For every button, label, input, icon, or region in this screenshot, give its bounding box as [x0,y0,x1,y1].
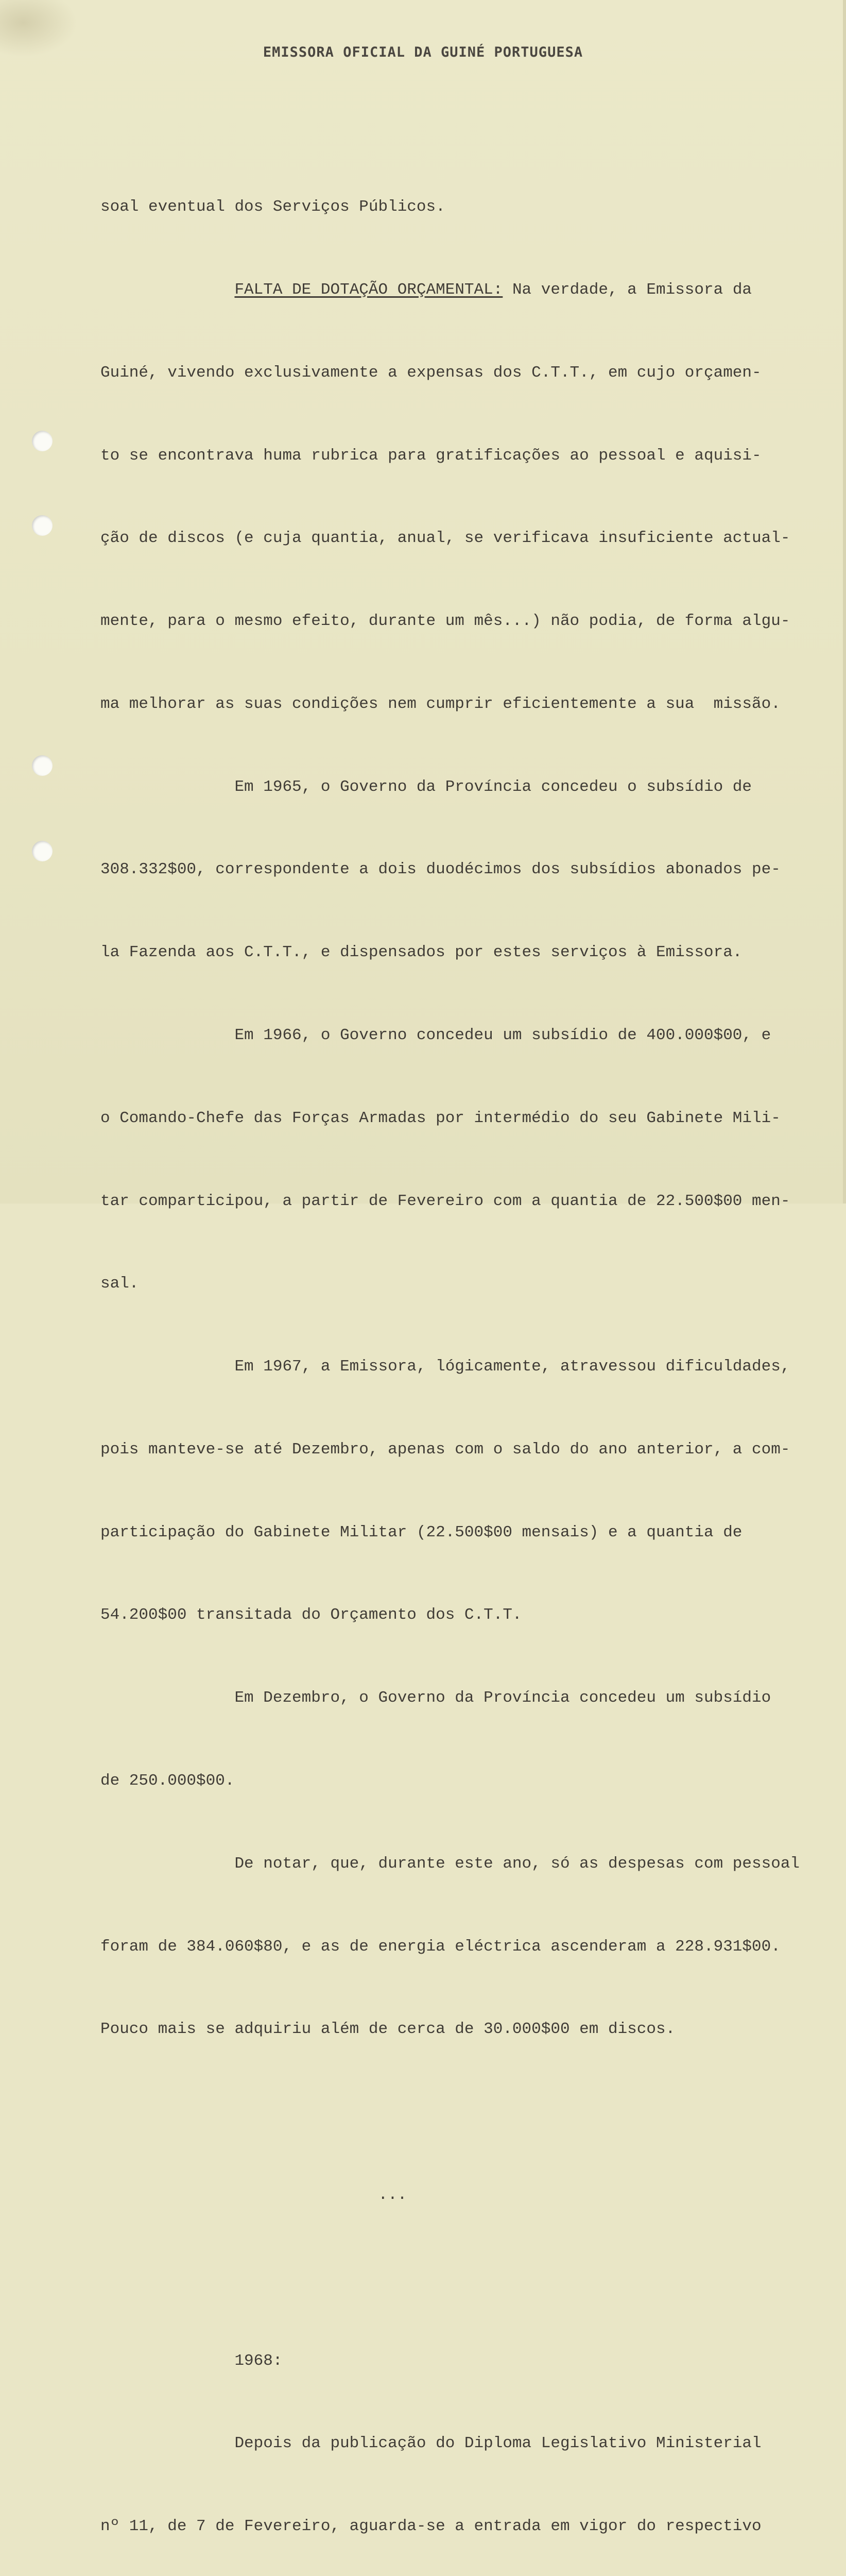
text-line: sal. [100,1275,139,1293]
text-line: participação do Gabinete Militar (22.500$00 mensais) e a quantia de [100,1523,743,1541]
text-line: o Comando-Chefe das Forças Armadas por intermédio do seu Gabinete Mili- [100,1109,781,1127]
text-line: 54.200$00 transitada do Orçamento dos C.T.T. [100,1606,522,1624]
text-line: la Fazenda aos C.T.T., e dispensados por estes serviços à Emissora. [100,943,743,962]
text-line: soal eventual dos Serviços Públicos. [100,198,445,216]
text-line: 308.332$00, correspondente a dois duodécimos dos subsídios abonados pe- [100,860,781,879]
separator-dots: ... [100,2185,407,2204]
text-line: Em 1965, o Governo da Província concedeu o subsídio de [100,777,752,796]
text-line: ma melhorar as suas condições nem cumprir eficientemente a sua missão. [100,694,781,713]
text-line: Pouco mais se adquiriu além de cerca de 30.000$00 em discos. [100,2020,676,2039]
text-line: De notar, que, durante este ano, só as despesas com pessoal [100,1854,800,1873]
text-line: nº 11, de 7 de Fevereiro, aguarda-se a entrada em vigor do respectivo [100,2517,762,2536]
blank-line [100,2264,842,2292]
text-line: mente, para o mesmo efeito, durante um mês...) não podia, de forma algu- [100,612,790,631]
text-line: pois manteve-se até Dezembro, apenas com o saldo do ano anterior, a com- [100,1440,790,1459]
punch-hole [32,431,53,451]
letterhead: EMISSORA OFICIAL DA GUINÉ PORTUGUESA [263,44,583,60]
text-line: Guiné, vivendo exclusivamente a expensas dos C.T.T., em cujo orçamen- [100,363,762,382]
text-line: Em 1967, a Emissora, lógicamente, atravessou dificuldades, [100,1358,790,1376]
text-line: foram de 384.060$80, e as de energia eléctrica ascenderam a 228.931$00. [100,1937,781,1956]
blank-line [100,2098,842,2126]
text-line: tar comparticipou, a partir de Fevereiro com a quantia de 22.500$00 men- [100,1192,790,1210]
section-heading: FALTA DE DOTAÇÃO ORÇAMENTAL: [234,280,503,299]
year-heading: 1968: [100,2351,283,2370]
text-line: to se encontrava huma rubrica para gratificações ao pessoal e aquisi- [100,446,762,465]
paper-edge [843,0,846,1204]
text-line: Depois da publicação do Diploma Legislativo Ministerial [100,2434,762,2453]
typed-text [100,138,842,2576]
punch-hole [32,755,53,776]
punch-hole [32,515,53,536]
text-line: Em 1966, o Governo concedeu um subsídio de 400.000$00, e [100,1026,771,1044]
text-line: Em Dezembro, o Governo da Província concedeu um subsídio [100,1689,771,1707]
heading-line: FALTA DE DOTAÇÃO ORÇAMENTAL: Na verdade, a Emissora da [234,280,752,299]
text-line: ção de discos (e cuja quantia, anual, se verificava insuficiente actual- [100,529,790,548]
punch-hole [32,841,53,861]
text-line: de 250.000$00. [100,1772,235,1790]
